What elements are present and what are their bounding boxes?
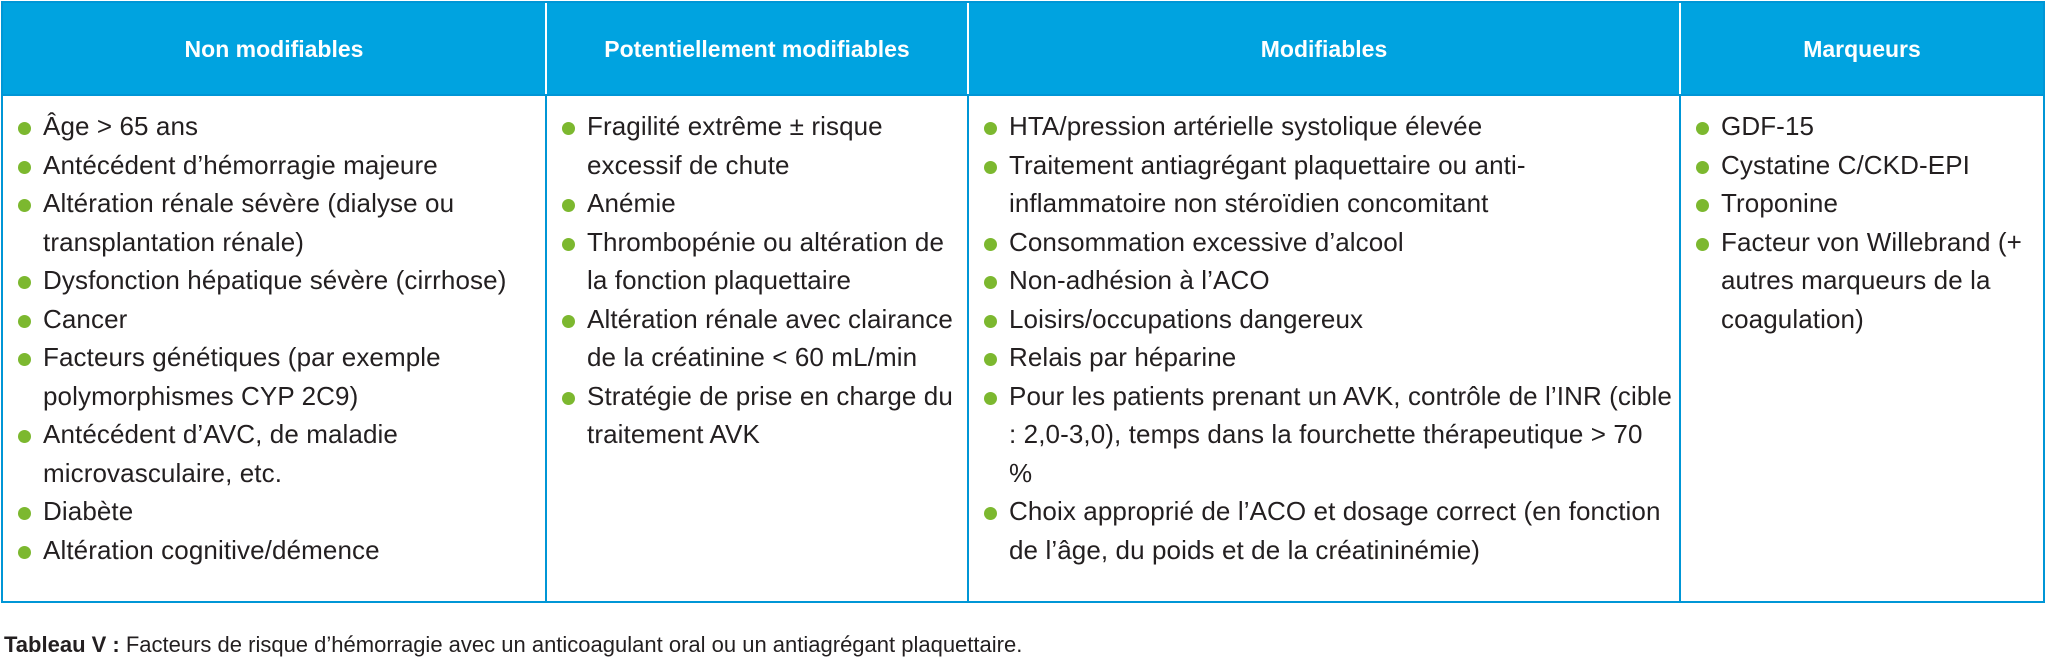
list-item: Traitement antiagrégant plaquettaire ou anti-inflammatoire non stéroïdien concomitant xyxy=(983,146,1673,223)
list-potentiellement-modifiables xyxy=(561,107,961,454)
table-caption xyxy=(4,630,1022,660)
list-item: Thrombopénie ou altération de la fonction plaquettaire xyxy=(561,223,961,300)
list-item: Fragilité extrême ± risque excessif de chute xyxy=(561,107,961,184)
list-item: Relais par héparine xyxy=(983,338,1673,377)
list-item: Pour les patients prenant un AVK, contrôle de l’INR (cible : 2,0-3,0), temps dans la fourchette thérapeutique > 70 % xyxy=(983,377,1673,493)
table-row xyxy=(3,95,2043,601)
list-item: Altération rénale avec clairance de la créatinine < 60 mL/min xyxy=(561,300,961,377)
list-modifiables xyxy=(983,107,1673,569)
list-item: Cancer xyxy=(17,300,539,339)
list-item: Loisirs/occupations dangereux xyxy=(983,300,1673,339)
list-marqueurs xyxy=(1695,107,2037,338)
column-potentiellement-modifiables xyxy=(546,95,968,601)
list-item: Troponine xyxy=(1695,184,2037,223)
list-non-modifiables xyxy=(17,107,539,569)
list-item: Dysfonction hépatique sévère (cirrhose) xyxy=(17,261,539,300)
list-item: Consommation excessive d’alcool xyxy=(983,223,1673,262)
table-header-row xyxy=(3,3,2043,95)
list-item: Antécédent d’hémorragie majeure xyxy=(17,146,539,185)
list-item: Non-adhésion à l’ACO xyxy=(983,261,1673,300)
header-marqueurs: Marqueurs xyxy=(1680,3,2043,95)
header-non-modifiables: Non modifiables xyxy=(3,3,546,95)
list-item: Altération rénale sévère (dialyse ou transplantation rénale) xyxy=(17,184,539,261)
list-item: Cystatine C/CKD-EPI xyxy=(1695,146,2037,185)
column-non-modifiables xyxy=(3,95,546,601)
list-item: Altération cognitive/démence xyxy=(17,531,539,570)
list-item: Stratégie de prise en charge du traitement AVK xyxy=(561,377,961,454)
list-item: GDF-15 xyxy=(1695,107,2037,146)
list-item: Facteur von Willebrand (+ autres marqueurs de la coagulation) xyxy=(1695,223,2037,339)
header-modifiables: Modifiables xyxy=(968,3,1680,95)
list-item: Âge > 65 ans xyxy=(17,107,539,146)
list-item: Choix approprié de l’ACO et dosage correct (en fonction de l’âge, du poids et de la créatininémie) xyxy=(983,492,1673,569)
risk-factors-table xyxy=(1,1,2045,603)
column-marqueurs xyxy=(1680,95,2043,601)
column-modifiables xyxy=(968,95,1680,601)
list-item: Diabète xyxy=(17,492,539,531)
caption-label: Tableau V : xyxy=(4,632,120,657)
list-item: HTA/pression artérielle systolique élevée xyxy=(983,107,1673,146)
list-item: Anémie xyxy=(561,184,961,223)
list-item: Antécédent d’AVC, de maladie microvasculaire, etc. xyxy=(17,415,539,492)
caption-text: Facteurs de risque d’hémorragie avec un anticoagulant oral ou un antiagrégant plaquettaire. xyxy=(119,632,1023,657)
list-item: Facteurs génétiques (par exemple polymorphismes CYP 2C9) xyxy=(17,338,539,415)
header-potentiellement-modifiables: Potentiellement modifiables xyxy=(546,3,968,95)
